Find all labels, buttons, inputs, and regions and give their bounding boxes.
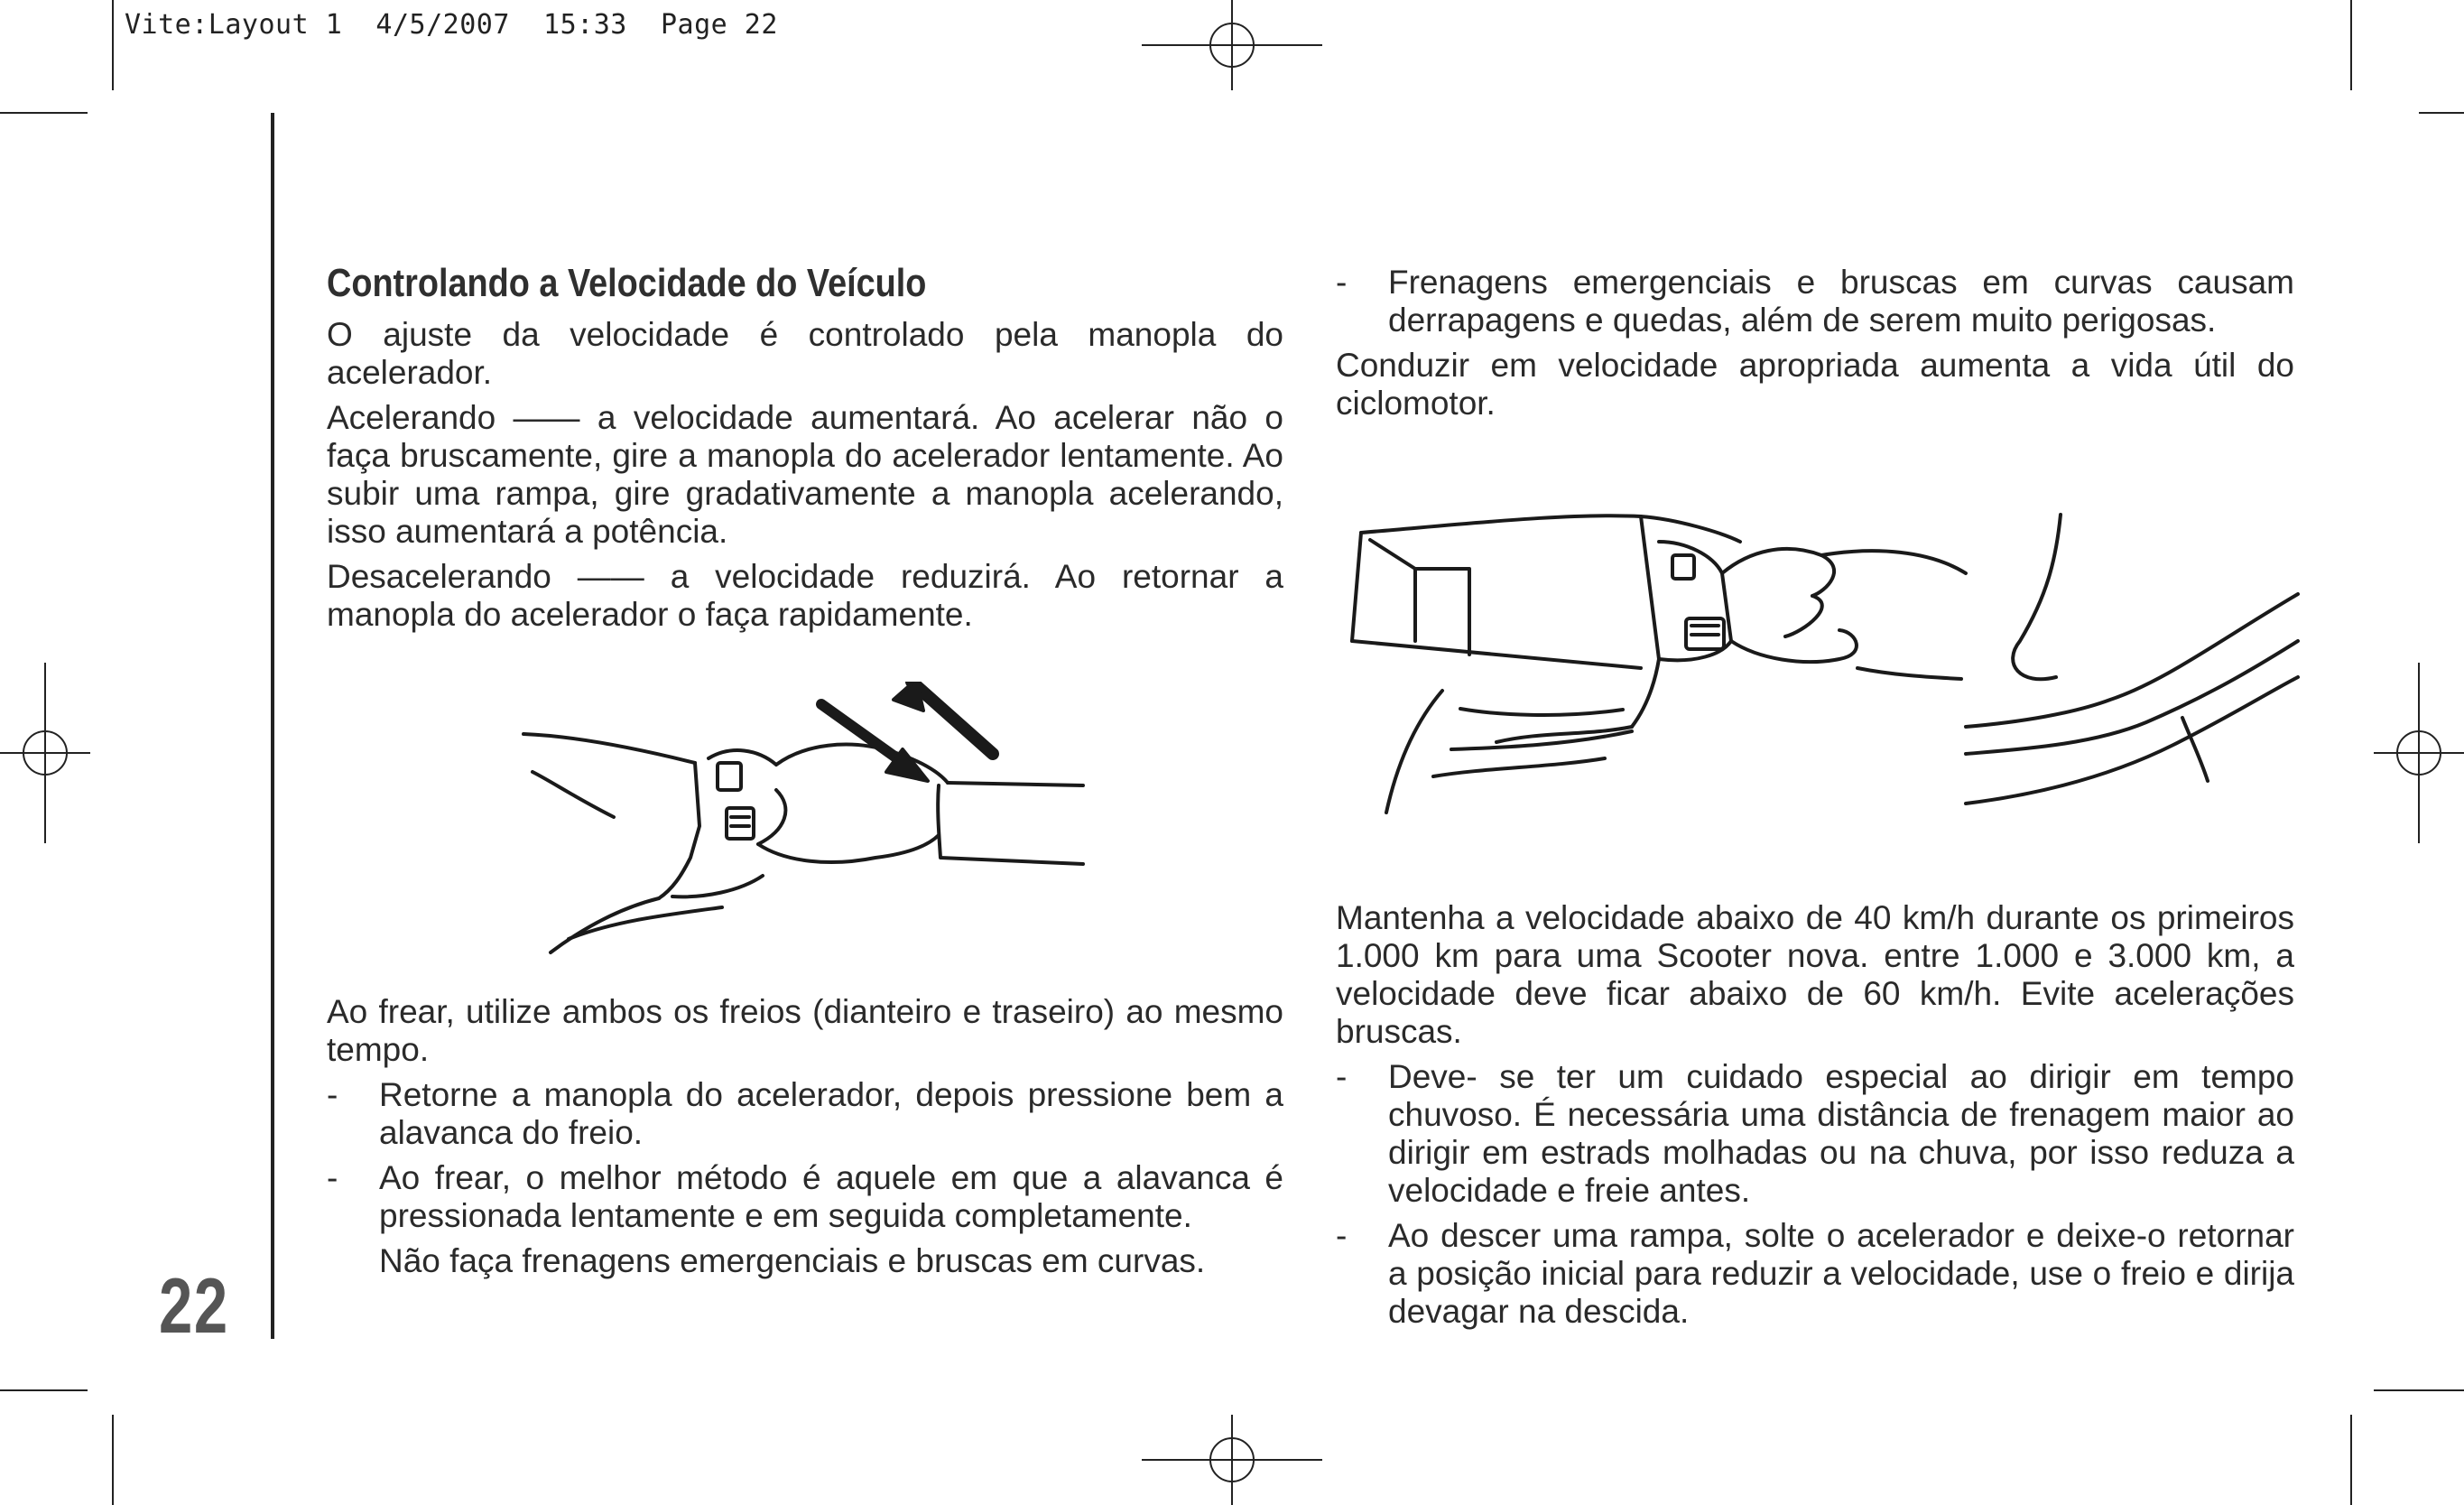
throttle-illustration xyxy=(514,682,1092,957)
brake-lever-illustration xyxy=(1334,506,2309,822)
bullet-dash: - xyxy=(327,1076,338,1113)
list-item xyxy=(1336,264,2294,339)
list-item-text: Ao frear, o melhor método é aquele em que a alavanca é pressionada lentamente e em seguida completamente. xyxy=(379,1159,1283,1234)
bullet-dash: - xyxy=(1336,1217,1348,1254)
accelerating-paragraph: Acelerando —— a velocidade aumentará. Ao acelerar não o faça bruscamente, gire a manopla do acelerador lentamente. Ao subir uma rampa, gire gradativamente a manopla acelerando, isso aumentará a potência. xyxy=(327,399,1283,550)
right-column-bottom xyxy=(1336,899,2294,1338)
bullet-dash: - xyxy=(1336,264,1348,301)
print-slug: Vite:Layout 1 4/5/2007 15:33 Page 22 xyxy=(125,9,778,41)
list-item xyxy=(1336,1058,2294,1210)
intro-paragraph: O ajuste da velocidade é controlado pela manopla do acelerador. xyxy=(327,316,1283,391)
right-column-top xyxy=(1336,264,2294,430)
list-item-text: Frenagens emergenciais e bruscas em curvas causam derrapagens e quedas, além de serem muito perigosas. xyxy=(1388,264,2294,339)
lifespan-paragraph: Conduzir em velocidade apropriada aumenta a vida útil do ciclomotor. xyxy=(1336,347,2294,422)
bullet-dash: - xyxy=(1336,1058,1348,1095)
break-in-paragraph: Mantenha a velocidade abaixo de 40 km/h durante os primeiros 1.000 km para uma Scooter nova. entre 1.000 e 3.000 km, a velocidade deve ficar abaixo de 60 km/h. Evite acelerações bruscas. xyxy=(1336,899,2294,1050)
decelerating-paragraph: Desacelerando —— a velocidade reduzirá. Ao retornar a manopla do acelerador o faça rapidamente. xyxy=(327,558,1283,633)
braking-paragraph: Ao frear, utilize ambos os freios (dianteiro e traseiro) ao mesmo tempo. xyxy=(327,993,1283,1068)
list-item-text: Ao descer uma rampa, solte o acelerador e deixe-o retornar a posição inicial para reduzir a velocidade, use o freio e dirija devagar na descida. xyxy=(1388,1217,2294,1330)
list-item-text: Deve- se ter um cuidado especial ao dirigir em tempo chuvoso. É necessária uma distância de frenagem maior ao dirigir em estrads molhadas ou na chuva, por isso reduza a velocidade e freie antes. xyxy=(1388,1058,2294,1209)
list-item-continuation: Não faça frenagens emergenciais e bruscas em curvas. xyxy=(379,1242,1206,1279)
list-item xyxy=(327,1159,1283,1235)
list-item xyxy=(1336,1217,2294,1331)
list-item xyxy=(327,1076,1283,1152)
page-number: 22 xyxy=(159,1263,229,1350)
bullet-dash: - xyxy=(327,1159,338,1196)
list-item-text: Retorne a manopla do acelerador, depois pressione bem a alavanca do freio. xyxy=(379,1076,1283,1151)
section-heading: Controlando a Velocidade do Veículo xyxy=(327,261,927,305)
